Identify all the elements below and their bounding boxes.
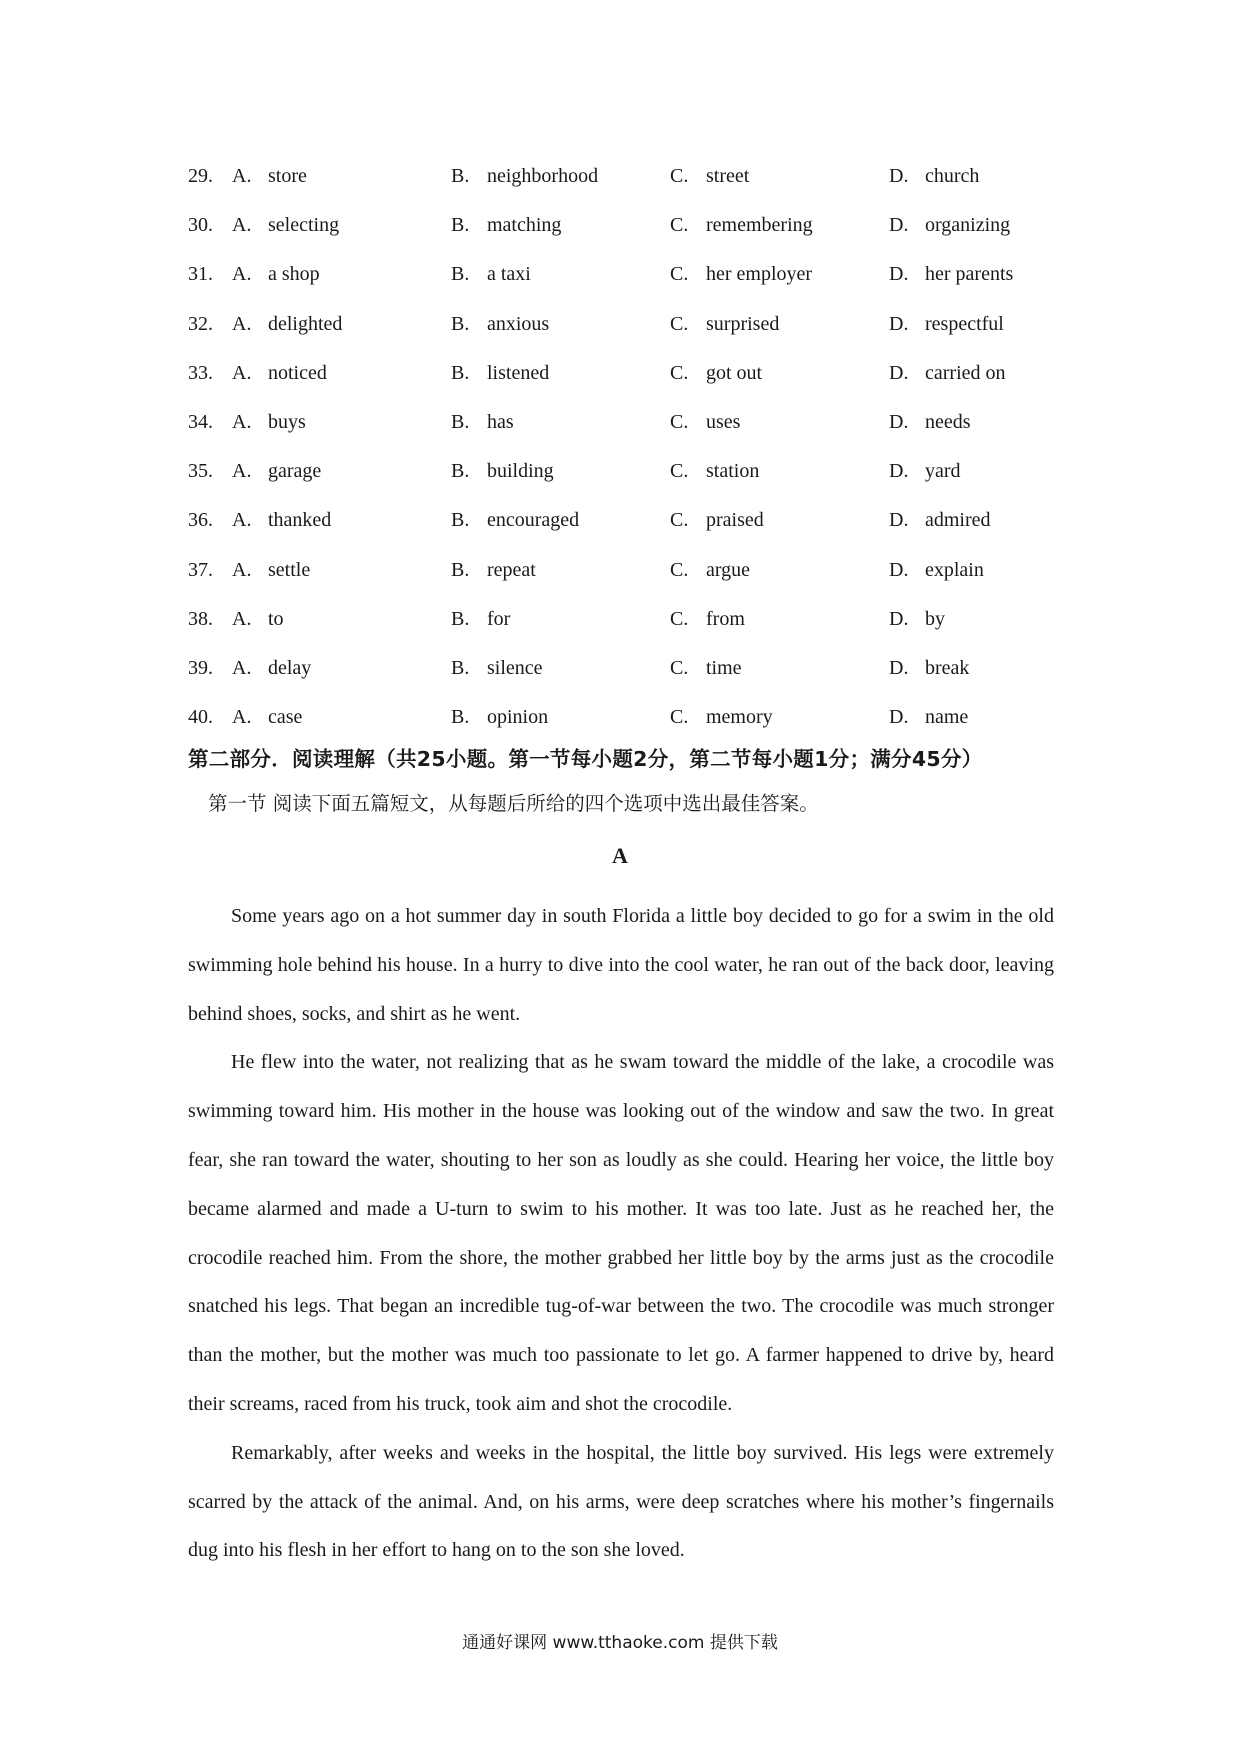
option-letter: D. <box>889 558 909 581</box>
option-row <box>188 504 1068 553</box>
option-text: her parents <box>925 263 1014 286</box>
option-d <box>889 209 1010 241</box>
option-letter: C. <box>670 558 689 581</box>
option-b <box>451 701 548 733</box>
option-text: case <box>268 706 303 729</box>
option-text: delighted <box>268 312 343 335</box>
option-letter: C. <box>670 509 689 532</box>
option-c <box>670 258 812 290</box>
option-text: neighborhood <box>487 165 599 187</box>
option-text: church <box>925 165 980 187</box>
option-c <box>670 357 762 389</box>
option-letter: B. <box>451 361 470 384</box>
option-a <box>232 554 310 586</box>
option-letter: B. <box>451 509 470 532</box>
option-text: silence <box>487 656 543 679</box>
option-letter: A. <box>232 656 252 679</box>
option-text: noticed <box>268 361 327 384</box>
option-letter: C. <box>670 165 689 187</box>
option-c <box>670 455 759 487</box>
option-text: name <box>925 706 969 729</box>
option-letter: D. <box>889 410 909 433</box>
question-number: 37. <box>188 558 213 581</box>
option-text: garage <box>268 460 322 483</box>
option-row <box>188 603 1068 652</box>
option-letter: D. <box>889 263 909 286</box>
option-d <box>889 603 945 635</box>
option-row <box>188 308 1068 357</box>
option-c <box>670 160 749 192</box>
option-row <box>188 406 1068 455</box>
option-text: her employer <box>706 263 813 286</box>
option-d <box>889 504 991 536</box>
question-number: 38. <box>188 607 213 630</box>
option-text: selecting <box>268 214 340 237</box>
option-letter: D. <box>889 607 909 630</box>
option-letter: C. <box>670 607 689 630</box>
passage-paragraph: He flew into the water, not realizing that as he swam toward the middle of the lake, a crocodile was swimming toward him. His mother in the house was looking out of the window and saw the two. In great fear, she ran toward the water, shouting to her son as loudly as she could. Hearing her voice, the little boy became alarmed and made a U-turn to swim to his mother. It was too late. Just as he reached her, the crocodile reached him. From the shore, the mother grabbed her little boy by the arms just as the crocodile snatched his legs. That began an incredible tug-of-war between the two. The crocodile was much stronger than the mother, but the mother was much too passionate to let go. A farmer happened to drive by, heard their screams, raced from his truck, took aim and shot the crocodile. <box>188 1051 1054 1415</box>
option-letter: C. <box>670 312 689 335</box>
option-letter: B. <box>451 460 470 483</box>
option-d <box>889 701 968 733</box>
option-letter: A. <box>232 558 252 581</box>
option-letter: D. <box>889 214 909 237</box>
option-text: listened <box>487 361 550 384</box>
option-letter: B. <box>451 214 470 237</box>
option-text: by <box>925 607 945 630</box>
option-text: break <box>925 656 970 679</box>
option-d <box>889 308 1004 340</box>
question-number: 34. <box>188 410 213 433</box>
question-number: 40. <box>188 706 213 729</box>
section-instructions: 第一节 阅读下面五篇短文，从每题后所给的四个选项中选出最佳答案。 <box>208 792 819 815</box>
option-text: needs <box>925 410 971 433</box>
option-text: settle <box>268 558 311 581</box>
option-a <box>232 160 307 192</box>
option-letter: A. <box>232 607 252 630</box>
question-number: 36. <box>188 509 213 532</box>
option-text: store <box>268 165 307 187</box>
option-a <box>232 504 331 536</box>
option-d <box>889 258 1013 290</box>
option-text: for <box>487 607 511 630</box>
option-b <box>451 455 554 487</box>
option-letter: C. <box>670 460 689 483</box>
option-a <box>232 652 311 684</box>
option-b <box>451 554 536 586</box>
option-text: a taxi <box>487 263 531 286</box>
option-letter: A. <box>232 460 252 483</box>
option-text: thanked <box>268 509 332 532</box>
option-text: buys <box>268 410 306 433</box>
option-text: has <box>487 410 514 433</box>
option-letter: B. <box>451 263 470 286</box>
option-c <box>670 603 745 635</box>
option-letter: C. <box>670 361 689 384</box>
option-a <box>232 357 327 389</box>
option-letter: D. <box>889 312 909 335</box>
option-text: from <box>706 607 745 630</box>
question-number: 39. <box>188 656 213 679</box>
option-c <box>670 652 742 684</box>
option-d <box>889 406 971 438</box>
option-text: argue <box>706 558 751 581</box>
option-b <box>451 209 561 241</box>
option-text: got out <box>706 361 763 384</box>
section-title: 第二部分．阅读理解（共25小题。第一节每小题2分，第二节每小题1分；满分45分） <box>188 747 983 771</box>
option-b <box>451 160 598 192</box>
option-text: praised <box>706 509 764 532</box>
option-row <box>188 554 1068 603</box>
option-b <box>451 603 510 635</box>
option-letter: A. <box>232 706 252 729</box>
option-text: memory <box>706 706 773 729</box>
option-a <box>232 603 284 635</box>
option-c <box>670 504 764 536</box>
passage-paragraph: Some years ago on a hot summer day in south Florida a little boy decided to go for a swim in the old swimming hole behind his house. In a hurry to dive into the cool water, he ran out of the back door, leaving behind shoes, socks, and shirt as he went. <box>188 905 1054 1025</box>
option-b <box>451 258 531 290</box>
option-text: remembering <box>706 214 813 237</box>
option-text: carried on <box>925 361 1006 384</box>
option-d <box>889 455 961 487</box>
option-b <box>451 308 549 340</box>
option-text: admired <box>925 509 991 532</box>
option-letter: B. <box>451 410 470 433</box>
answer-options-table <box>188 160 1068 750</box>
question-number: 31. <box>188 263 213 286</box>
option-letter: A. <box>232 214 252 237</box>
option-letter: B. <box>451 607 470 630</box>
option-text: building <box>487 460 554 483</box>
option-a <box>232 258 320 290</box>
option-letter: D. <box>889 656 909 679</box>
option-letter: C. <box>670 214 689 237</box>
question-number: 30. <box>188 214 213 237</box>
option-row <box>188 357 1068 406</box>
option-letter: D. <box>889 361 909 384</box>
option-text: opinion <box>487 706 549 729</box>
passage-body <box>188 892 1054 1575</box>
option-letter: D. <box>889 460 909 483</box>
option-c <box>670 701 773 733</box>
option-letter: B. <box>451 706 470 729</box>
option-b <box>451 406 514 438</box>
option-a <box>232 701 302 733</box>
option-letter: B. <box>451 165 470 187</box>
option-letter: C. <box>670 410 689 433</box>
option-b <box>451 504 579 536</box>
option-letter: C. <box>670 263 689 286</box>
option-a <box>232 406 306 438</box>
option-letter: A. <box>232 263 252 286</box>
option-row <box>188 455 1068 504</box>
option-d <box>889 160 979 192</box>
option-d <box>889 652 969 684</box>
option-text: explain <box>925 558 984 581</box>
option-c <box>670 209 813 241</box>
option-letter: B. <box>451 312 470 335</box>
question-number: 32. <box>188 312 213 335</box>
option-letter: A. <box>232 410 252 433</box>
option-letter: D. <box>889 165 909 187</box>
option-letter: A. <box>232 361 252 384</box>
option-row <box>188 258 1068 307</box>
option-letter: D. <box>889 706 909 729</box>
option-letter: A. <box>232 509 252 532</box>
option-letter: C. <box>670 706 689 729</box>
option-text: anxious <box>487 312 550 335</box>
option-text: yard <box>925 460 961 483</box>
page-footer: 通通好课网 www.tthaoke.com 提供下载 <box>462 1633 778 1653</box>
option-letter: D. <box>889 509 909 532</box>
option-row <box>188 160 1068 209</box>
question-number: 33. <box>188 361 213 384</box>
option-text: to <box>268 607 284 630</box>
option-row <box>188 209 1068 258</box>
option-row <box>188 652 1068 701</box>
option-a <box>232 308 342 340</box>
question-number: 29. <box>188 165 213 187</box>
option-text: uses <box>706 410 741 433</box>
option-c <box>670 406 740 438</box>
option-b <box>451 357 549 389</box>
option-text: encouraged <box>487 509 580 532</box>
option-text: station <box>706 460 760 483</box>
option-b <box>451 652 543 684</box>
option-text: organizing <box>925 214 1011 237</box>
option-text: delay <box>268 656 312 679</box>
option-letter: A. <box>232 165 252 187</box>
option-a <box>232 209 339 241</box>
option-letter: A. <box>232 312 252 335</box>
question-number: 35. <box>188 460 213 483</box>
option-text: matching <box>487 214 562 237</box>
option-text: repeat <box>487 558 536 581</box>
option-d <box>889 357 1006 389</box>
option-d <box>889 554 984 586</box>
passage-label: A <box>612 843 628 868</box>
option-text: street <box>706 165 750 187</box>
option-a <box>232 455 321 487</box>
option-text: respectful <box>925 312 1004 335</box>
option-text: surprised <box>706 312 780 335</box>
option-letter: C. <box>670 656 689 679</box>
option-letter: B. <box>451 656 470 679</box>
option-text: time <box>706 656 742 679</box>
option-c <box>670 308 779 340</box>
option-text: a shop <box>268 263 320 286</box>
option-letter: B. <box>451 558 470 581</box>
passage-paragraph: Remarkably, after weeks and weeks in the hospital, the little boy survived. His legs were extremely scarred by the attack of the animal. And, on his arms, were deep scratches where his mother’s fingernails dug into his flesh in her effort to hang on to the son she loved. <box>188 1441 1054 1562</box>
option-c <box>670 554 750 586</box>
